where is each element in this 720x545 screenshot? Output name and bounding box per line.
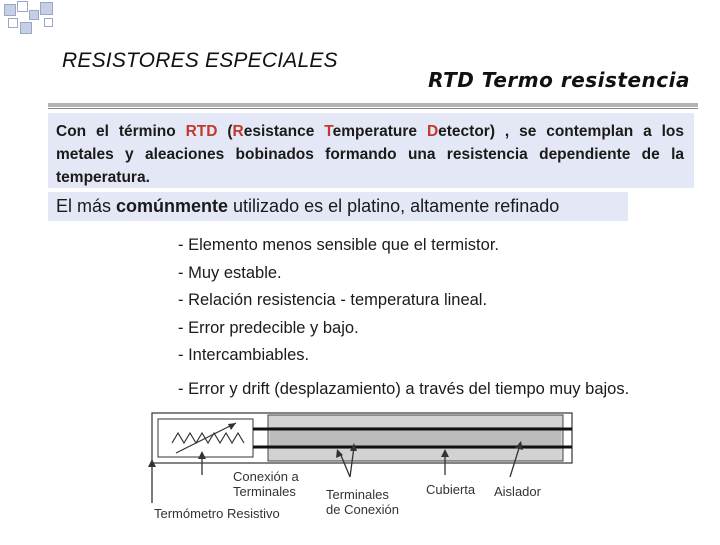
list-item: - Error y drift (desplazamiento) a través del tiempo muy bajos. [178, 379, 630, 398]
deco-square [20, 22, 32, 34]
list-item: - Error predecible y bajo. [178, 318, 359, 337]
definition-text: Con el término [56, 123, 186, 140]
slide-title: RESISTORES ESPECIALES [62, 49, 338, 72]
divider [48, 103, 698, 107]
deco-square [4, 4, 16, 16]
deco-square [40, 2, 53, 15]
slide-subtitle: RTD Termo resistencia [428, 68, 690, 92]
label-conexion: Conexión a Terminales [233, 469, 299, 499]
corner-decoration [0, 0, 60, 40]
list-item: - Elemento menos sensible que el termistor. [178, 236, 499, 254]
platinum-note: El más comúnmente utilizado es el platino, altamente refinado [48, 192, 628, 221]
acronym-rtd: RTD [185, 123, 218, 140]
label-terminales: Terminales de Conexión [326, 487, 399, 517]
deco-square [17, 1, 28, 12]
deco-square [8, 18, 18, 28]
definition-box: Con el término RTD (Resistance Temperature Detector) , se contemplan a los metales y aleaciones bobinados formando una resistencia dependiente de la temperatura. [48, 113, 694, 188]
label-cubierta: Cubierta [426, 482, 476, 497]
label-termometro: Termómetro Resistivo [154, 506, 280, 521]
deco-square [44, 18, 53, 27]
deco-square [29, 10, 39, 20]
acronym-letter: T [324, 123, 333, 140]
acronym-letter: R [232, 123, 244, 140]
list-item: - Muy estable. [178, 263, 282, 282]
feature-list [178, 232, 629, 403]
label-aislador: Aislador [494, 484, 541, 499]
acronym-letter: D [426, 123, 439, 140]
list-item: - Intercambiables. [178, 346, 310, 364]
emphasis: comúnmente [116, 196, 229, 216]
rtd-diagram [140, 405, 580, 540]
divider [48, 108, 698, 109]
list-item: - Relación resistencia - temperatura lineal. [178, 291, 488, 309]
